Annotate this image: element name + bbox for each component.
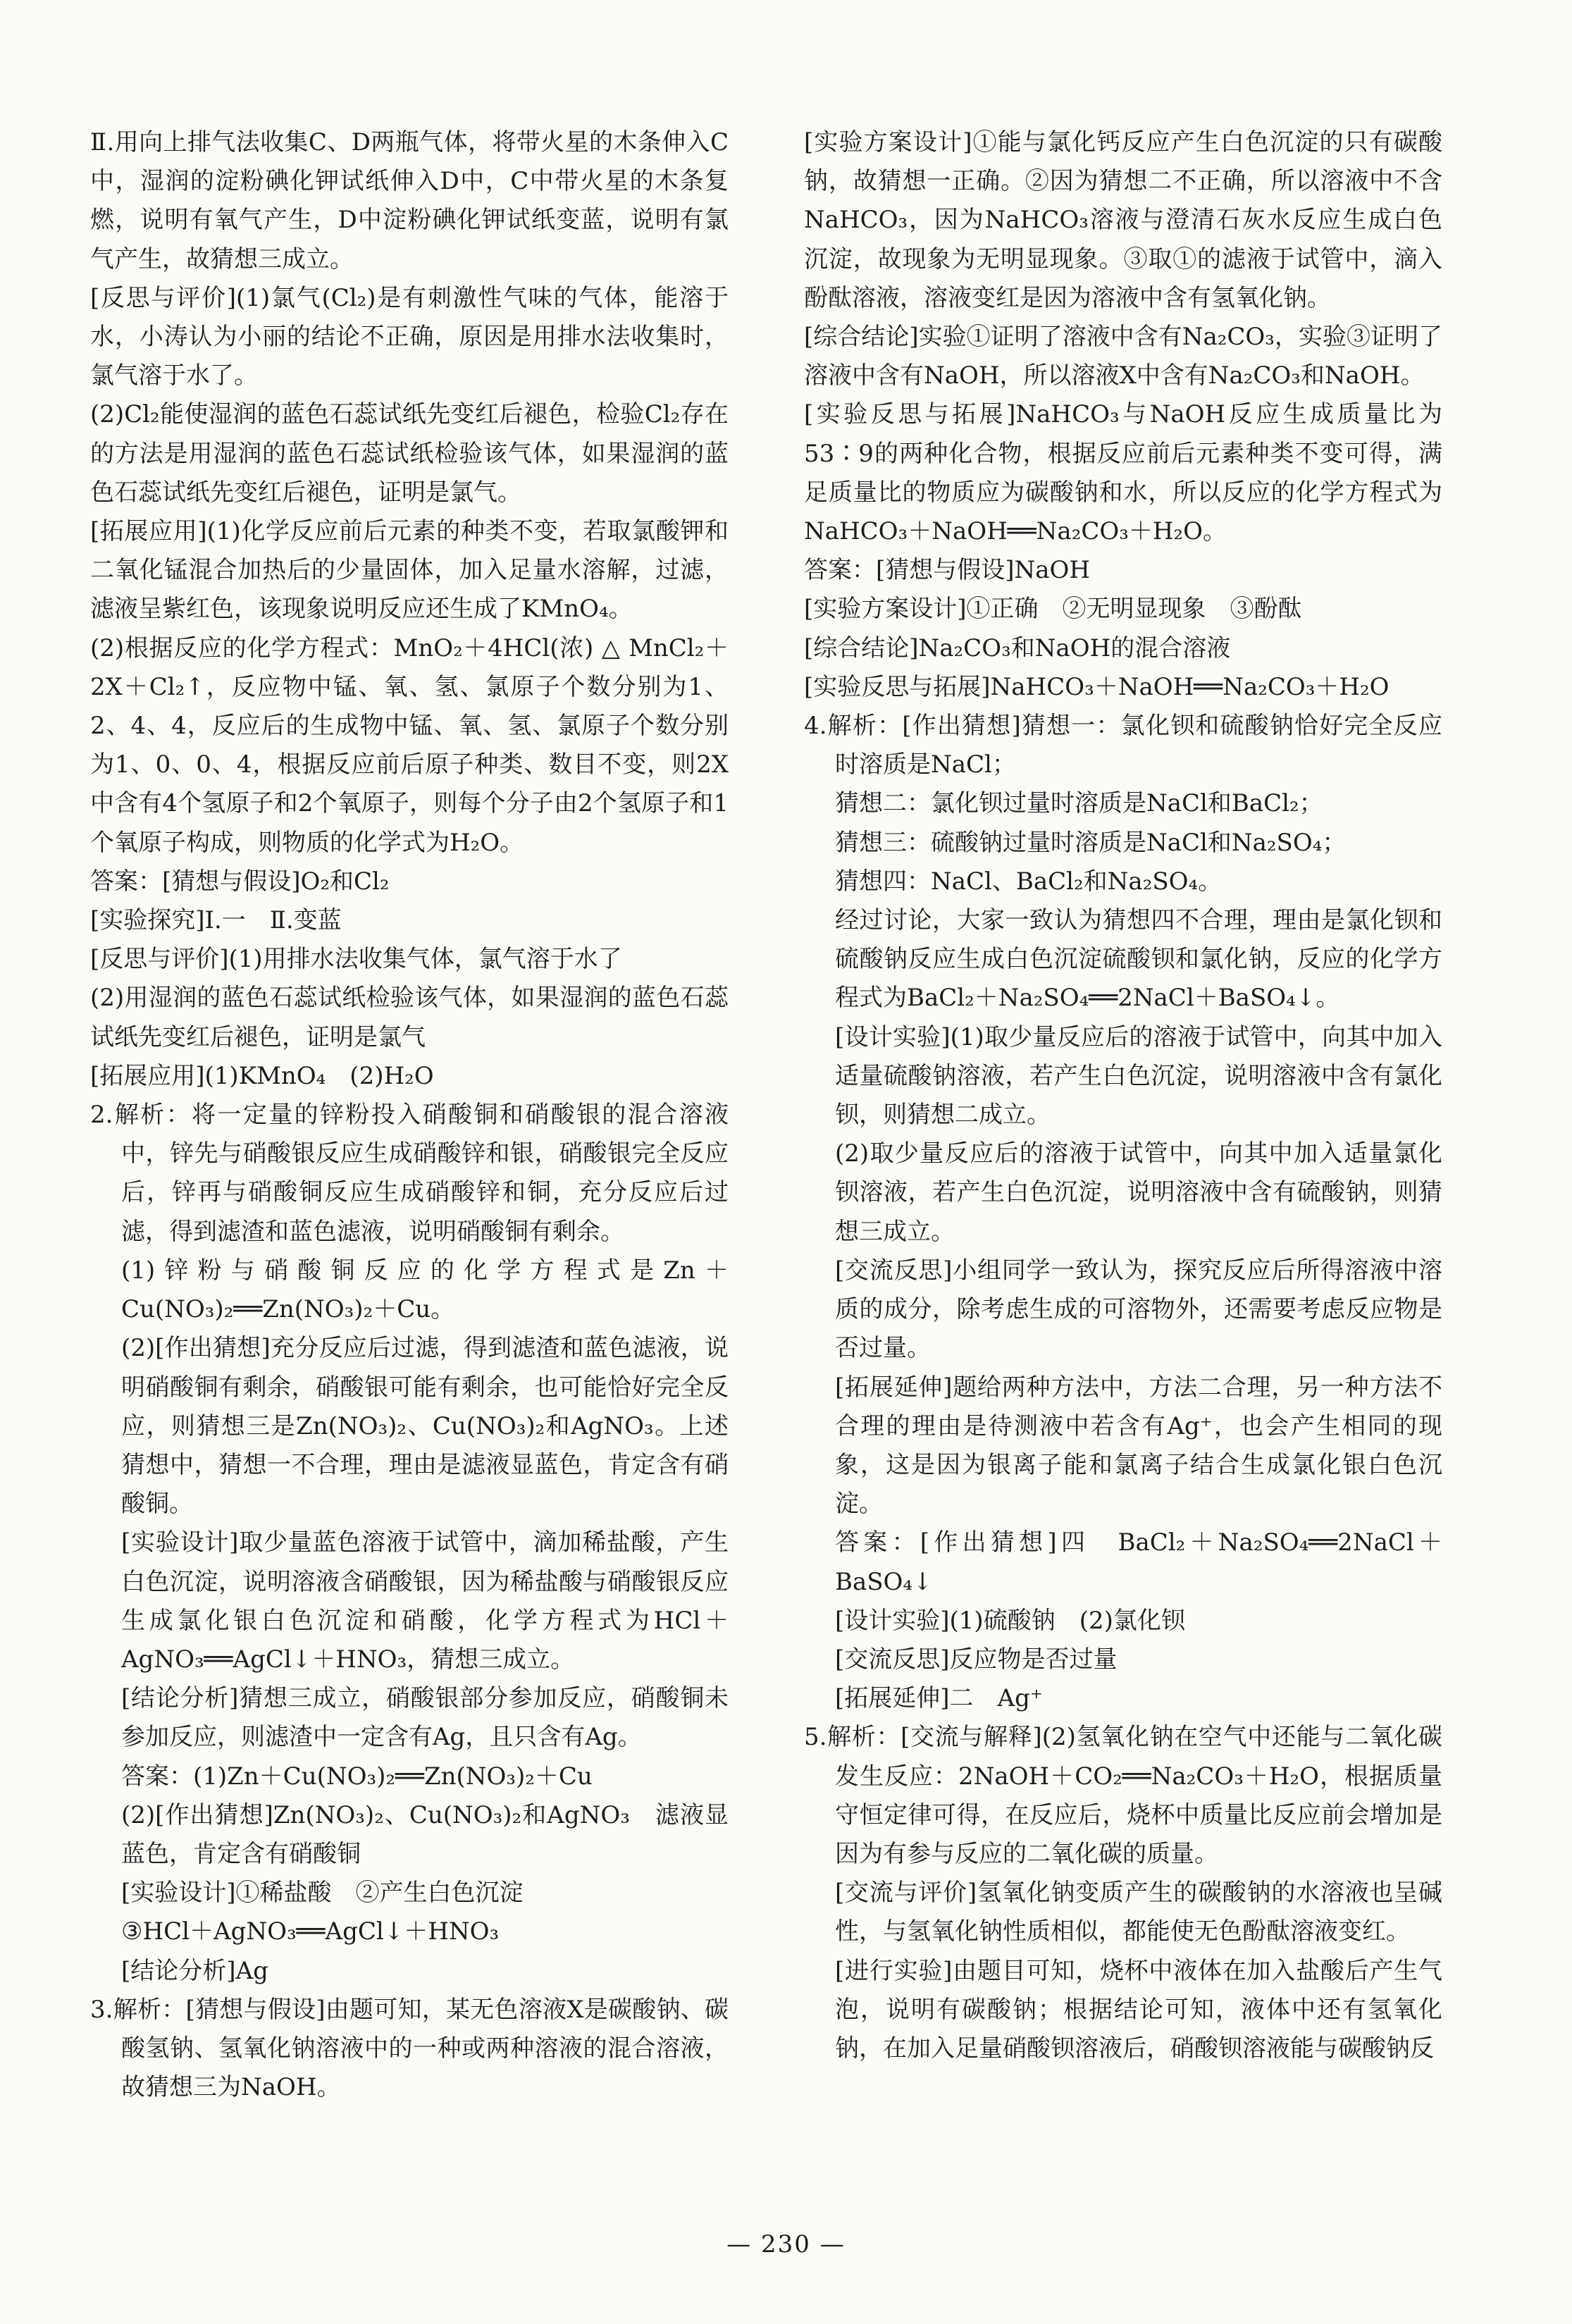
paragraph: 5.解析：[交流与解释](2)氢氧化钠在空气中还能与二氧化碳发生反应：2NaOH＋CO₂══Na₂CO₃＋H₂O，根据质量守恒定律可得，在反应后，烧杯中质量比反应前会增加是因为有参与反应的二氧化碳的质量。 [804,1723,1442,1868]
paragraph: (2)取少量反应后的溶液于试管中，向其中加入适量氯化钡溶液，若产生白色沉淀，说明溶液中含有硫酸钠，则猜想三成立。 [835,1139,1442,1246]
paragraph: [实验反思与拓展]NaHCO₃与NaOH反应生成质量比为53∶9的两种化合物，根据反应前后元素种类不变可得，满足质量比的物质应为碳酸钠和水，所以反应的化学方程式为NaHCO₃＋NaOH══Na₂CO₃＋H₂O。 [804,400,1442,546]
paragraph: [拓展延伸]题给两种方法中，方法二合理，另一种方法不合理的理由是待测液中若含有Ag⁺，也会产生相同的现象，这是因为银离子能和氯离子结合生成氯化银白色沉淀。 [835,1373,1442,1519]
paragraph: (1)锌粉与硝酸铜反应的化学方程式是Zn＋Cu(NO₃)₂══Zn(NO₃)₂＋Cu。 [121,1256,729,1324]
paragraph: (2)[作出猜想]充分反应后过滤，得到滤渣和蓝色滤液，说明硝酸铜有剩余，硝酸银可能有剩余，也可能恰好完全反应，则猜想三是Zn(NO₃)₂、Cu(NO₃)₂和AgNO₃。上述猜想中，猜想一不合理，理由是滤液显蓝色，肯定含有硝酸铜。 [121,1334,729,1519]
paragraph: 经过讨论，大家一致认为猜想四不合理，理由是氯化钡和硫酸钠反应生成白色沉淀硫酸钡和氯化钠，反应的化学方程式为BaCl₂＋Na₂SO₄══2NaCl＋BaSO₄↓。 [835,906,1442,1013]
paragraph: [拓展应用](1)KMnO₄ (2)H₂O [90,1061,434,1090]
paragraph: 猜想二：氯化钡过量时溶质是NaCl和BaCl₂； [835,789,1323,818]
paragraph: [实验设计]①稀盐酸 ②产生白色沉淀 [121,1879,524,1908]
paragraph: ③HCl＋AgNO₃══AgCl↓＋HNO₃ [121,1917,500,1946]
paragraph: [拓展延伸]二 Ag⁺ [835,1684,1043,1713]
right-column [804,123,1442,2068]
paragraph: [交流与评价]氢氧化钠变质产生的碳酸钠的水溶液也呈碱性，与氢氧化钠性质相似，都能使无色酚酞溶液变红。 [835,1879,1442,1946]
paragraph: [反思与评价](1)氯气(Cl₂)是有刺激性气味的气体，能溶于水，小涛认为小丽的结论不正确，原因是用排水法收集时，氯气溶于水了。 [90,283,729,390]
paragraph: [结论分析]Ag [121,1956,268,1985]
paragraph: (2)根据反应的化学方程式：MnO₂＋4HCl(浓) △ MnCl₂＋2X＋Cl₂↑，反应物中锰、氧、氢、氯原子个数分别为1、2、4、4，反应后的生成物中锰、氧、氢、氯原子个数分别为1、0、0、4，根据反应前后原子种类、数目不变，则2X中含有4个氢原子和2个氧原子，则每个分子由2个氢原子和1个氧原子构成，则物质的化学式为H₂O。 [90,633,729,857]
paragraph: 答案：[猜想与假设]O₂和Cl₂ [90,867,390,896]
paragraph: 答案：[作出猜想]四 BaCl₂＋Na₂SO₄══2NaCl＋BaSO₄↓ [835,1528,1442,1596]
paragraph: [交流反思]小组同学一致认为，探究反应后所得溶液中溶质的成分，除考虑生成的可溶物外，还需要考虑反应物是否过量。 [835,1256,1442,1363]
paragraph: [进行实验]由题目可知，烧杯中液体在加入盐酸后产生气泡，说明有碳酸钠；根据结论可知，液体中还有氢氧化钠，在加入足量硝酸钡溶液后，硝酸钡溶液能与碳酸钠反 [835,1956,1442,2063]
paragraph: 猜想三：硫酸钠过量时溶质是NaCl和Na₂SO₄； [835,828,1347,857]
paragraph: [设计实验](1)取少量反应后的溶液于试管中，向其中加入适量硫酸钠溶液，若产生白色沉淀，说明溶液中含有氯化钡，则猜想二成立。 [835,1022,1442,1130]
left-column [90,123,729,2107]
paragraph: [反思与评价](1)用排水法收集气体，氯气溶于水了 [90,945,622,974]
paragraph: [交流反思]反应物是否过量 [835,1645,1118,1674]
page-number: — 230 — [726,2230,846,2258]
paragraph: 猜想四：NaCl、BaCl₂和Na₂SO₄。 [835,867,1223,896]
paragraph: 答案：[猜想与假设]NaOH [804,556,1091,585]
paragraph: 2.解析：将一定量的锌粉投入硝酸铜和硝酸银的混合溶液中，锌先与硝酸银反应生成硝酸锌和银，硝酸银完全反应后，锌再与硝酸铜反应生成硝酸锌和铜，充分反应后过滤，得到滤渣和蓝色滤液，说明硝酸铜有剩余。 [90,1101,729,1246]
paragraph: 3.解析：[猜想与假设]由题可知，某无色溶液X是碳酸钠、碳酸氢钠、氢氧化钠溶液中的一种或两种溶液的混合溶液，故猜想三为NaOH。 [90,1995,729,2102]
paragraph: [实验方案设计]①能与氯化钙反应产生白色沉淀的只有碳酸钠，故猜想一正确。②因为猜想二不正确，所以溶液中不含NaHCO₃，因为NaHCO₃溶液与澄清石灰水反应生成白色沉淀，故现象为无明显现象。③取①的滤液于试管中，滴入酚酞溶液，溶液变红是因为溶液中含有氢氧化钠。 [804,128,1442,312]
paragraph: [拓展应用](1)化学反应前后元素的种类不变，若取氯酸钾和二氧化锰混合加热后的少量固体，加入足量水溶解，过滤，滤液呈紫红色，该现象说明反应还生成了KMnO₄。 [90,517,729,624]
paragraph: 4.解析：[作出猜想]猜想一：氯化钡和硫酸钠恰好完全反应时溶质是NaCl； [804,712,1442,779]
paragraph: (2)[作出猜想]Zn(NO₃)₂、Cu(NO₃)₂和AgNO₃ 滤液显蓝色，肯定含有硝酸铜 [121,1800,729,1868]
paragraph: [实验设计]取少量蓝色溶液于试管中，滴加稀盐酸，产生白色沉淀，说明溶液含硝酸银，因为稀盐酸与硝酸银反应生成氯化银白色沉淀和硝酸，化学方程式为HCl＋AgNO₃══AgCl↓＋HNO₃，猜想三成立。 [121,1528,729,1674]
paragraph: Ⅱ.用向上排气法收集C、D两瓶气体，将带火星的木条伸入C中，湿润的淀粉碘化钾试纸伸入D中，C中带火星的木条复燃，说明有氧气产生，D中淀粉碘化钾试纸变蓝，说明有氯气产生，故猜想三成立。 [90,128,729,273]
paragraph: 答案：(1)Zn＋Cu(NO₃)₂══Zn(NO₃)₂＋Cu [121,1762,593,1791]
paragraph: [设计实验](1)硫酸钠 (2)氯化钡 [835,1606,1185,1635]
paragraph: (2)Cl₂能使湿润的蓝色石蕊试纸先变红后褪色，检验Cl₂存在的方法是用湿润的蓝色石蕊试纸检验该气体，如果湿润的蓝色石蕊试纸先变红后褪色，证明是氯气。 [90,400,729,507]
paragraph: [结论分析]猜想三成立，硝酸银部分参加反应，硝酸铜未参加反应，则滤渣中一定含有Ag，且只含有Ag。 [121,1684,729,1752]
paragraph: [实验探究]Ⅰ.一 Ⅱ.变蓝 [90,906,342,935]
paragraph: [实验反思与拓展]NaHCO₃＋NaOH══Na₂CO₃＋H₂O [804,672,1390,701]
paragraph: (2)用湿润的蓝色石蕊试纸检验该气体，如果湿润的蓝色石蕊试纸先变红后褪色，证明是氯气 [90,984,729,1051]
paragraph: [综合结论]实验①证明了溶液中含有Na₂CO₃，实验③证明了溶液中含有NaOH，所以溶液X中含有Na₂CO₃和NaOH。 [804,323,1442,390]
paragraph: [实验方案设计]①正确 ②无明显现象 ③酚酞 [804,595,1302,624]
paragraph: [综合结论]Na₂CO₃和NaOH的混合溶液 [804,633,1231,662]
